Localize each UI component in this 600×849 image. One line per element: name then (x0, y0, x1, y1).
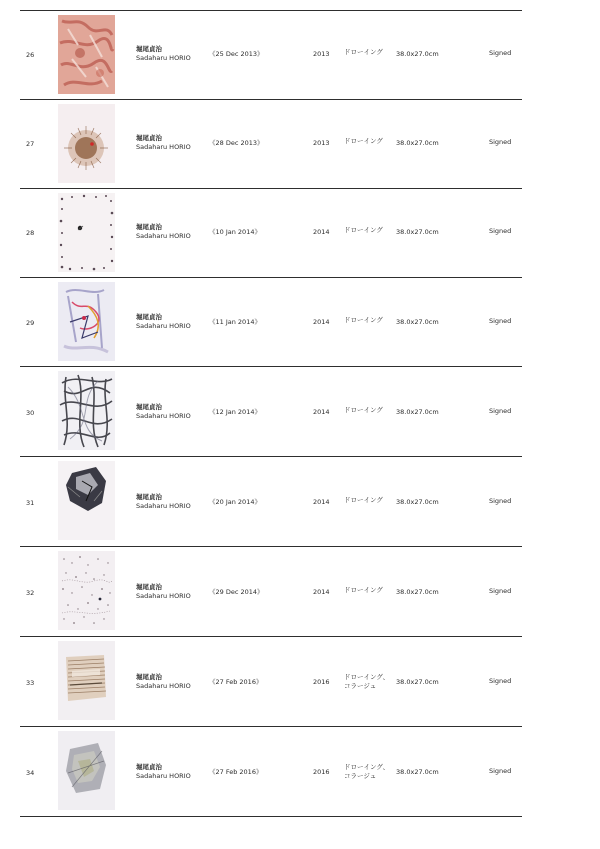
entry-number: 28 (26, 229, 35, 237)
entry-number: 27 (26, 140, 35, 148)
work-medium (344, 137, 383, 146)
row-divider (20, 816, 522, 817)
entry-number: 26 (26, 51, 35, 59)
work-year: 2014 (313, 588, 330, 596)
artist-name-en: Sadaharu HORIO (136, 772, 191, 780)
work-size: 38.0x27.0cm (396, 228, 439, 236)
artist-name-en: Sadaharu HORIO (136, 682, 191, 690)
catalogue-entry (20, 99, 540, 188)
artist-name-en: Sadaharu HORIO (136, 412, 191, 420)
signed-note: Signed (489, 587, 512, 595)
work-year: 2014 (313, 228, 330, 236)
work-size: 38.0x27.0cm (396, 139, 439, 147)
catalogue-entry (20, 726, 540, 815)
artist-name-en: Sadaharu HORIO (136, 143, 191, 151)
signed-note: Signed (489, 407, 512, 415)
work-title: 《12 Jan 2014》 (209, 408, 261, 416)
work-size: 38.0x27.0cm (396, 678, 439, 686)
medium-line: ドローイング (344, 48, 383, 56)
artist-name-en: Sadaharu HORIO (136, 232, 191, 240)
medium-line: ドローイング、 (344, 763, 390, 771)
medium-line: ドローイング (344, 316, 383, 324)
work-title: 《29 Dec 2014》 (209, 588, 264, 596)
artist-name-en: Sadaharu HORIO (136, 592, 191, 600)
artist-name-jp: 堀尾貞治 (136, 313, 162, 321)
artist-name (136, 313, 191, 331)
gray-collage-thumbnail[interactable] (58, 731, 115, 810)
black-scribble-drawing-thumbnail[interactable] (58, 371, 115, 450)
catalogue-entry (20, 277, 540, 366)
work-title: 《25 Dec 2013》 (209, 50, 264, 58)
artist-name (136, 673, 191, 691)
artist-name-jp: 堀尾貞治 (136, 45, 162, 53)
work-year: 2014 (313, 408, 330, 416)
red-abstract-painting-thumbnail[interactable] (58, 15, 115, 94)
artist-name-en: Sadaharu HORIO (136, 502, 191, 510)
work-size: 38.0x27.0cm (396, 318, 439, 326)
artist-name (136, 493, 191, 511)
work-size: 38.0x27.0cm (396, 50, 439, 58)
work-size: 38.0x27.0cm (396, 498, 439, 506)
catalogue-entry (20, 10, 540, 99)
artist-name (136, 403, 191, 421)
work-year: 2013 (313, 139, 330, 147)
entry-number: 33 (26, 679, 35, 687)
artist-name-jp: 堀尾貞治 (136, 493, 162, 501)
artist-name-en: Sadaharu HORIO (136, 322, 191, 330)
artist-name-en: Sadaharu HORIO (136, 54, 191, 62)
signed-note: Signed (489, 317, 512, 325)
work-title: 《27 Feb 2016》 (209, 678, 263, 686)
entry-number: 32 (26, 589, 35, 597)
work-year: 2013 (313, 50, 330, 58)
artist-name (136, 763, 191, 781)
work-title: 《28 Dec 2013》 (209, 139, 264, 147)
artist-name-jp: 堀尾貞治 (136, 583, 162, 591)
catalogue-entry (20, 366, 540, 455)
artist-name (136, 583, 191, 601)
artist-name-jp: 堀尾貞治 (136, 403, 162, 411)
signed-note: Signed (489, 677, 512, 685)
catalogue-entry (20, 546, 540, 635)
colored-line-drawing-thumbnail[interactable] (58, 282, 115, 361)
work-medium (344, 48, 383, 57)
artist-name-jp: 堀尾貞治 (136, 673, 162, 681)
entry-number: 30 (26, 409, 35, 417)
work-title: 《27 Feb 2016》 (209, 768, 263, 776)
catalogue-entry (20, 456, 540, 545)
work-year: 2016 (313, 768, 330, 776)
signed-note: Signed (489, 138, 512, 146)
artist-name-jp: 堀尾貞治 (136, 223, 162, 231)
work-title: 《11 Jan 2014》 (209, 318, 261, 326)
work-size: 38.0x27.0cm (396, 768, 439, 776)
signed-note: Signed (489, 497, 512, 505)
medium-line: コラージュ (344, 682, 377, 690)
signed-note: Signed (489, 227, 512, 235)
work-medium (344, 763, 389, 781)
signed-note: Signed (489, 767, 512, 775)
work-medium (344, 496, 383, 505)
artist-name (136, 134, 191, 152)
artist-name (136, 223, 191, 241)
medium-line: ドローイング (344, 586, 383, 594)
layered-collage-thumbnail[interactable] (58, 641, 115, 720)
medium-line: ドローイング (344, 137, 383, 145)
entry-number: 29 (26, 319, 35, 327)
work-medium (344, 406, 383, 415)
signed-note: Signed (489, 49, 512, 57)
entry-number: 34 (26, 769, 35, 777)
medium-line: ドローイング、 (344, 673, 390, 681)
work-medium (344, 586, 383, 595)
framed-dots-drawing-thumbnail[interactable] (58, 193, 115, 272)
medium-line: ドローイング (344, 406, 383, 414)
work-year: 2014 (313, 498, 330, 506)
medium-line: ドローイング (344, 226, 383, 234)
work-medium (344, 316, 383, 325)
medium-line: コラージュ (344, 772, 377, 780)
dotted-texture-drawing-thumbnail[interactable] (58, 551, 115, 630)
work-size: 38.0x27.0cm (396, 408, 439, 416)
work-medium (344, 226, 383, 235)
work-title: 《20 Jan 2014》 (209, 498, 261, 506)
dark-crumpled-shape-thumbnail[interactable] (58, 461, 115, 540)
artist-name-jp: 堀尾貞治 (136, 763, 162, 771)
artist-name (136, 45, 191, 63)
medium-line: ドローイング (344, 496, 383, 504)
catalogue-entry (20, 188, 540, 277)
work-medium (344, 673, 389, 691)
work-year: 2016 (313, 678, 330, 686)
artist-name-jp: 堀尾貞治 (136, 134, 162, 142)
work-year: 2014 (313, 318, 330, 326)
work-size: 38.0x27.0cm (396, 588, 439, 596)
work-title: 《10 Jan 2014》 (209, 228, 261, 236)
brown-sunburst-drawing-thumbnail[interactable] (58, 104, 115, 183)
catalogue-entry (20, 636, 540, 725)
entry-number: 31 (26, 499, 35, 507)
